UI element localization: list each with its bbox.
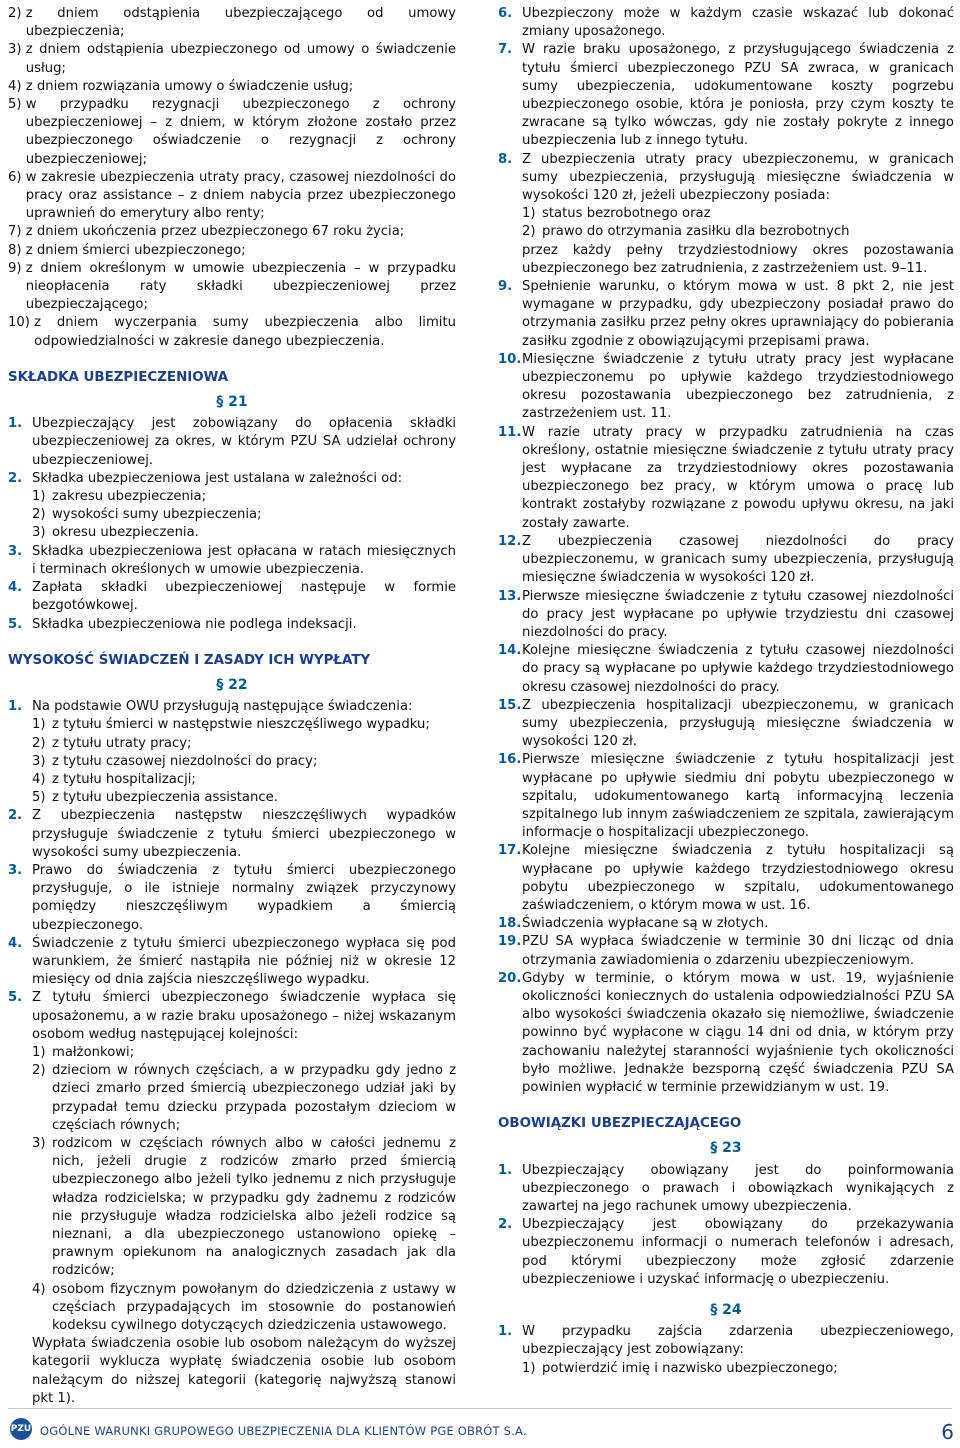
clause-item: 2. Z ubezpieczenia następstw nieszczęśliwych wypadków przysługuje świadczenie z tytułu śmierci ubezpieczonego w wysokości sumy ubezpieczenia.	[8, 808, 456, 860]
sub-item: 1) z tytułu śmierci w następstwie nieszczęśliwego wypadku;	[32, 717, 430, 733]
sub-item: 1) potwierdzić imię i nazwisko ubezpieczonego;	[522, 1360, 838, 1376]
clause-item: 10. Miesięczne świadczenie z tytułu utraty pracy jest wypłacane ubezpieczonemu po upływie każdego trzydziestodniowego okresu pozostawania ubezpieczonego bez zatrudnienia, z zastrzeżeniem ust. 11.	[498, 351, 954, 422]
footer-title: OGÓLNE WARUNKI GRUPOWEGO UBEZPIECZENIA DLA KLIENTÓW PGE OBRÓT S.A.	[40, 1424, 527, 1438]
clause-item: 2. Ubezpieczający jest obowiązany do przekazywania ubezpieczonemu informacji o numerach telefonów i adresach, pod którymi ubezpieczony może zgłosić zdarzenie ubezpieczeniowe i uzyskać informację o ubezpieczeniu.	[498, 1217, 954, 1287]
sub-item: 1) małżonkowi;	[32, 1044, 135, 1060]
sub-item: 3) rodzicom w częściach równych albo w całości jednemu z nich, jeżeli drugie z rodziców zmarło przed śmiercią ubezpieczonego albo jeżeli tylko jednemu z nich przysługuje władza rodzicielska; w przypadku gdy żadnemu z rodziców nie przysługuje władza rodzicielska albo jeżeli rodzice są nieznani, a dla ubezpieczonego ustanowiono opiekę – prawnym opiekunom na analogicznych zasadach jak dla rodziców;	[32, 1135, 456, 1279]
sub-item: 2) z tytułu utraty pracy;	[32, 735, 192, 751]
clause-item: 19. PZU SA wypłaca świadczenie w terminie 30 dni licząc od dnia otrzymania zawiadomienia o zdarzeniu ubezpieczeniowym.	[498, 934, 954, 968]
clause-continuation: Wypłata świadczenia osobie lub osobom należącym do wyższej kategorii wyklucza wypłatę świadczenia osobie lub osobom należącym do niższej kategorii (kategorię najwyższą stanowi pkt 1).	[32, 1336, 456, 1406]
sub-item: 3) z tytułu czasowej niezdolności do pracy;	[32, 753, 318, 769]
sub-item: 4) z tytułu hospitalizacji;	[32, 771, 196, 787]
paragraph-mark-24: § 24	[710, 1302, 742, 1319]
paragraph-mark-22: § 22	[216, 676, 248, 693]
sub-item: 1) status bezrobotnego oraz	[522, 206, 711, 222]
paragraph-mark-21: § 21	[216, 394, 248, 411]
clause-item: 1. Ubezpieczający jest zobowiązany do opłacenia składki ubezpieczeniowej za okres, w którym PZU SA udzielał ochrony ubezpieczeniowej.	[8, 416, 456, 468]
sub-item: 2) dzieciom w równych częściach, a w przypadku gdy jedno z dzieci zmarło przed śmiercią ubezpieczonego udział jaki by przypadał temu dziecku przypada pozostałym dzieciom w częściach równych;	[32, 1063, 456, 1133]
clause-item: 3. Składka ubezpieczeniowa jest opłacana w ratach miesięcznych i terminach określonych w umowie ubezpieczenia.	[8, 543, 456, 577]
page-number: 6	[941, 1420, 954, 1444]
list-item: 9) z dniem określonym w umowie ubezpieczenia – w przypadku nieopłacenia raty składki ubezpieczeniowej przez ubezpieczającego;	[8, 260, 456, 313]
paragraph-mark-23: § 23	[710, 1140, 742, 1157]
list-item: 8) z dniem śmierci ubezpieczonego;	[8, 242, 246, 258]
list-item: 10) z dniem wyczerpania sumy ubezpieczenia albo limitu odpowiedzialności w zakresie danego ubezpieczenia.	[8, 315, 456, 349]
section-heading-obligations: OBOWIĄZKI UBEZPIECZAJĄCEGO	[498, 1116, 742, 1132]
sub-item: 2) prawo do otrzymania zasiłku dla bezrobotnych	[522, 224, 850, 240]
list-item: 2) z dniem odstąpienia ubezpieczającego od umowy ubezpieczenia;	[8, 6, 456, 40]
left-column	[8, 5, 456, 1408]
clause-item: 12. Z ubezpieczenia czasowej niezdolności do pracy ubezpieczonemu, w granicach sumy ubezpieczenia, przysługują miesięczne świadczenia w wysokości 120 zł.	[498, 533, 954, 586]
termination-list	[8, 5, 456, 351]
clause-item: 1. W przypadku zajścia zdarzenia ubezpieczeniowego, ubezpieczający jest zobowiązany:	[498, 1324, 954, 1358]
page-footer	[0, 1408, 960, 1448]
clause-item: 8. Z ubezpieczenia utraty pracy ubezpieczonemu, w granicach sumy ubezpieczenia, przysługują miesięczne świadczenia w wysokości 120 zł, jeżeli ubezpieczony posiada:	[498, 151, 954, 204]
clause-item: 3. Prawo do świadczenia z tytułu śmierci ubezpieczonego przysługuje, o ile istnieje normalny związek przyczynowy pomiędzy nieszczęśliwym wypadkiem a śmiercią ubezpieczonego.	[8, 862, 456, 933]
sub-item: 3) okresu ubezpieczenia.	[32, 525, 199, 541]
clause-item: 5. Składka ubezpieczeniowa nie podlega indeksacji.	[8, 616, 357, 632]
clause-item: 4. Zapłata składki ubezpieczeniowej następuje w formie bezgotówkowej.	[8, 580, 456, 614]
clause-item: 2. Składka ubezpieczeniowa jest ustalana w zależności od:	[8, 470, 403, 486]
list-item: 6) w zakresie ubezpieczenia utraty pracy, czasowej niezdolności do pracy oraz assistance – z dniem nabycia przez ubezpieczonego uprawnień do emerytury albo renty;	[8, 169, 456, 222]
clause-item: 20. Gdyby w terminie, o którym mowa w ust. 19, wyjaśnienie okoliczności koniecznych do ustalenia odpowiedzialności PZU SA albo wysokości świadczenia okazało się niemożliwe, świadczenie powinno być wypłacone w ciągu 14 dni od dnia, w którym przy zachowaniu należytej staranności wyjaśnienie tych okoliczności było możliwe. Jednakże bezsporną część świadczenia PZU SA powinien wypłacić w terminie przewidzianym w ust. 19.	[498, 970, 954, 1095]
list-item: 3) z dniem odstąpienia ubezpieczonego od umowy o świadczenie usług;	[8, 42, 456, 76]
right-column	[498, 5, 954, 1378]
section-heading-premium: SKŁADKA UBEZPIECZENIOWA	[8, 369, 229, 385]
clause-item: 13. Pierwsze miesięczne świadczenie z tytułu czasowej niezdolności do pracy jest wypłacane po upływie trzydziestu dni czasowej niezdolności do pracy.	[498, 588, 954, 640]
clause-item: 4. Świadczenie z tytułu śmierci ubezpieczonego wypłaca się pod warunkiem, że śmierć nastąpiła nie później niż w okresie 12 miesięcy od dnia zajścia nieszczęśliwego wypadku.	[8, 935, 456, 988]
clause-item: 11. W razie utraty pracy w przypadku zatrudnienia na czas określony, ostatnie miesięczne świadczenie z tytułu utraty pracy jest wypłacane za trzydziestodniowy okres pozostawania ubezpieczonego bez pracy, w którym umowa o pracę lub kontrakt zostałyby rozwiązane z powodu upływu okresu, na jaki zostały zawarte.	[498, 424, 954, 531]
clause-item: 5. Z tytułu śmierci ubezpieczonego świadczenie wypłaca się uposażonemu, a w razie braku uposażonego – niżej wskazanym osobom według następującej kolejności:	[8, 990, 456, 1042]
sub-item: 1) zakresu ubezpieczenia;	[32, 489, 207, 505]
clause-item: 15. Z ubezpieczenia hospitalizacji ubezpieczonemu, w granicach sumy ubezpieczenia, przysługują miesięczne świadczenia w wysokości 120 zł.	[498, 697, 954, 750]
clause-item: 1. Na podstawie OWU przysługują następujące świadczenia:	[8, 699, 413, 715]
list-item: 4) z dniem rozwiązania umowy o świadczenie usług;	[8, 78, 354, 94]
footer-divider	[8, 1408, 952, 1409]
clause-item: 1. Ubezpieczający obowiązany jest do poinformowania ubezpieczonego o prawach i obowiązkach wynikających z zawartej na jego rachunek umowy ubezpieczenia.	[498, 1162, 954, 1214]
section-heading-benefits: WYSOKOŚĆ ŚWIADCZEŃ I ZASADY ICH WYPŁATY	[8, 652, 371, 668]
list-item: 7) z dniem ukończenia przez ubezpieczonego 67 roku życia;	[8, 224, 405, 240]
clause-item: 14. Kolejne miesięczne świadczenia z tytułu czasowej niezdolności do pracy są wypłacane po upływie każdego trzydziestodniowego okresu czasowej niezdolności do pracy.	[498, 643, 954, 695]
sub-item: 5) z tytułu ubezpieczenia assistance.	[32, 790, 278, 806]
clause-continuation: przez każdy pełny trzydziestodniowy okres pozostawania ubezpieczonego bez zatrudnienia, z zastrzeżeniem ust. 9–11.	[522, 242, 954, 276]
sub-item: 2) wysokości sumy ubezpieczenia;	[32, 507, 262, 523]
sub-item: 4) osobom fizycznym powołanym do dziedziczenia z ustawy w częściach przypadających im stosownie do postanowień kodeksu cywilnego dotyczących dziedziczenia ustawowego.	[32, 1281, 456, 1334]
clause-item: 18. Świadczenia wypłacane są w złotych.	[498, 916, 769, 932]
list-item: 5) w przypadku rezygnacji ubezpieczonego z ochrony ubezpieczeniowej – z dniem, w którym złożone zostało przez ubezpieczonego oświadczenie o rezygnacji z ochrony ubezpieczeniowej;	[8, 97, 456, 167]
clause-item: 9. Spełnienie warunku, o którym mowa w ust. 8 pkt 2, nie jest wymagane w przypadku, gdy ubezpieczony posiadał prawo do otrzymania zasiłku przez pełny okres uprawniający do pobierania zasiłku zgodnie z obowiązującymi przepisami prawa.	[498, 279, 954, 349]
clause-item: 6. Ubezpieczony może w każdym czasie wskazać lub dokonać zmiany uposażonego.	[498, 6, 954, 40]
pzu-logo-icon: PZU	[10, 1418, 32, 1440]
clause-item: 7. W razie braku uposażonego, z przysługującego świadczenia z tytułu śmierci ubezpieczonego PZU SA zwraca, w granicach sumy ubezpieczenia, udokumentowane koszty pogrzebu ubezpieczonego osobie, która je poniosła, przy czym koszty te zwracane są tylko wówczas, gdy nie zostały pokryte z innego ubezpieczenia lub z innego tytułu.	[498, 42, 954, 149]
clause-item: 17. Kolejne miesięczne świadczenia z tytułu hospitalizacji są wypłacane po upływie każdego trzydziestodniowego okresu pobytu ubezpieczonego w szpitalu, udokumentowanego zaświadczeniem, o którym mowa w ust. 16.	[498, 843, 954, 913]
clause-item: 16. Pierwsze miesięczne świadczenie z tytułu hospitalizacji jest wypłacane po upływie siedmiu dni pobytu ubezpieczonego w szpitalu, udokumentowanego kartą informacyjną leczenia szpitalnego lub innym zaświadczeniem ze szpitala, zawierającym informacje o hospitalizacji ubezpieczonego.	[498, 752, 954, 841]
